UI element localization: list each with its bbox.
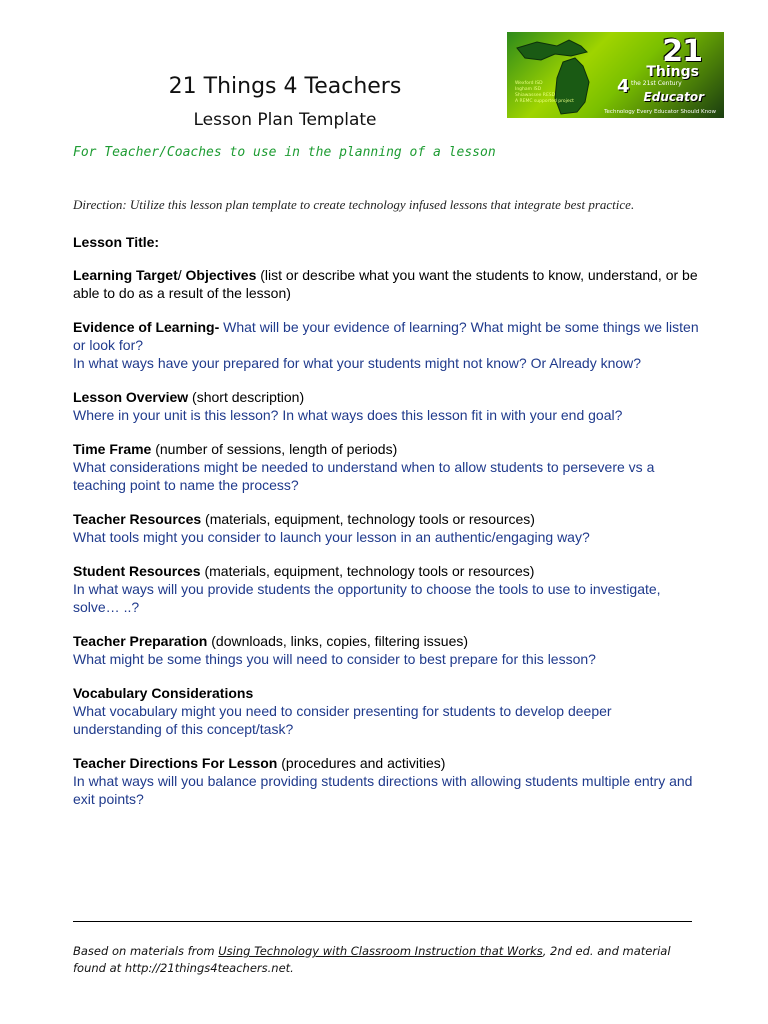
logo-four: 4 (617, 76, 630, 97)
direction-text: Direction: Utilize this lesson plan template to create technology infused lessons that integrate best practice. (73, 197, 635, 212)
section-label: Teacher Resources (73, 511, 202, 527)
section-description: (downloads, links, copies, filtering issues) (207, 633, 469, 649)
section-label: Vocabulary Considerations (73, 685, 254, 701)
section-question: In what ways will you balance providing students directions with allowing students multiple entry and exit points? (73, 773, 693, 807)
section-description: (procedures and activities) (277, 755, 446, 771)
section-question: Where in your unit is this lesson? In what ways does this lesson fit in with your end goal? (73, 407, 623, 423)
section-student-resources (73, 562, 703, 616)
footer-book-title: Using Technology with Classroom Instruction that Works (218, 944, 543, 958)
section-teacher-directions (73, 754, 703, 808)
logo-number: 21 (662, 34, 702, 69)
section-label: Teacher Directions For Lesson (73, 755, 278, 771)
section-question: What might be some things you will need to consider to best prepare for this lesson? (73, 651, 596, 667)
section-evidence (73, 318, 703, 372)
section-vocabulary (73, 684, 703, 738)
section-label: Evidence of Learning- (73, 319, 220, 335)
logo-21-things (507, 32, 724, 118)
section-label: Time Frame (73, 441, 152, 457)
section-question: What will be your evidence of learning? What might be some things we listen or look for? (73, 319, 699, 353)
section-description: (short description) (188, 389, 305, 405)
page-tagline: For Teacher/Coaches to use in the planning of a lesson (73, 145, 496, 160)
section-teacher-resources (73, 510, 703, 546)
section-time-frame (73, 440, 703, 494)
section-overview (73, 388, 703, 424)
footer-text: Based on materials from (73, 944, 219, 958)
footer-text: , 2nd ed. and material found at http://21things4teachers.net. (73, 944, 671, 975)
page-title: 21 Things 4 Teachers (168, 74, 402, 99)
logo-things: Things (646, 64, 699, 80)
section-label: Learning Target (73, 267, 178, 283)
section-label: Teacher Preparation (73, 633, 208, 649)
lesson-plan-body (73, 233, 703, 824)
section-teacher-preparation (73, 632, 703, 668)
section-question: What tools might you consider to launch your lesson in an authentic/engaging way? (73, 529, 590, 545)
section-description: (list or describe what you want the students to know, understand, or be able to do as a result of the lesson) (73, 267, 698, 301)
logo-sponsors: Wexford ISD Ingham ISD Shiawassee RESD A REMC supported project (515, 81, 574, 104)
section-label: Student Resources (73, 563, 201, 579)
section-question: What considerations might be needed to understand when to allow students to persevere vs a teaching point to name the process? (73, 459, 655, 493)
page-subtitle: Lesson Plan Template (193, 110, 377, 130)
section-label: Lesson Overview (73, 389, 189, 405)
logo-century: the 21st Century (631, 80, 682, 87)
section-lesson-title (73, 233, 703, 251)
section-label-separator: / (177, 267, 186, 283)
section-learning-target (73, 266, 703, 302)
footer-divider (73, 921, 692, 922)
section-label: Lesson Title: (73, 234, 160, 250)
section-question: What vocabulary might you need to consider presenting for students to develop deeper understanding of this concept/task? (73, 703, 612, 737)
section-description: (number of sessions, length of periods) (151, 441, 398, 457)
section-question: In what ways will you provide students the opportunity to choose the tools to use to investigate, solve… ..? (73, 581, 661, 615)
logo-educator: Educator (643, 90, 704, 104)
section-description: (materials, equipment, technology tools or resources) (201, 511, 535, 527)
logo-tagline: Technology Every Educator Should Know (604, 109, 716, 115)
section-label: Objectives (185, 267, 257, 283)
section-description: (materials, equipment, technology tools or resources) (200, 563, 535, 579)
section-question: In what ways have your prepared for what your students might not know? Or Already know? (73, 355, 642, 371)
footer-citation (73, 943, 703, 977)
